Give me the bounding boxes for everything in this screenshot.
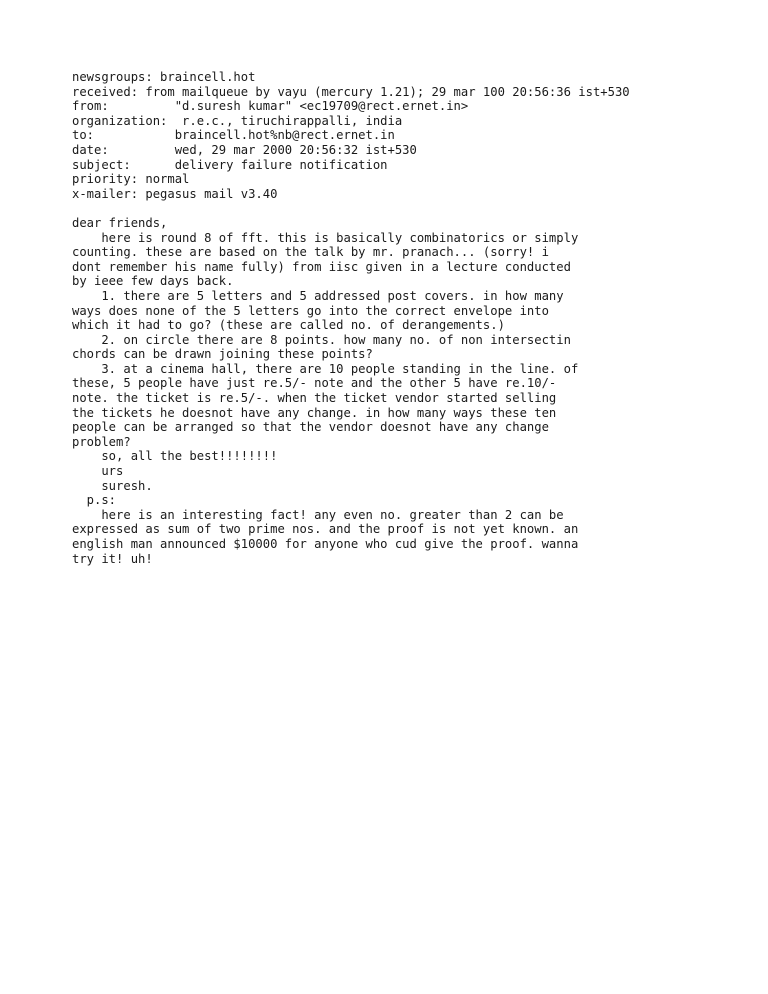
header-newsgroups: newsgroups: braincell.hot <box>72 70 256 84</box>
body-line: by ieee few days back. <box>72 274 234 289</box>
body-line: counting. these are based on the talk by mr. pranach... (sorry! i <box>72 245 549 260</box>
body-line: which it had to go? (these are called no. of derangements.) <box>72 318 505 333</box>
body-line: 1. there are 5 letters and 5 addressed post covers. in how many <box>72 288 564 303</box>
header-organization: organization: r.e.c., tiruchirappalli, india <box>72 113 403 128</box>
body-line: 2. on circle there are 8 points. how many no. of non intersectin <box>72 332 571 347</box>
header-body-separator <box>72 201 752 216</box>
body-line: people can be arranged so that the vendor doesnot have any change <box>72 420 549 435</box>
body-line: expressed as sum of two prime nos. and the proof is not yet known. an <box>72 522 579 537</box>
body-line: here is an interesting fact! any even no. greater than 2 can be <box>72 507 564 522</box>
body-line: urs <box>72 464 124 479</box>
email-headers <box>72 70 752 201</box>
body-line: so, all the best!!!!!!!! <box>72 449 278 464</box>
header-from: from: "d.suresh kumar" <ec19709@rect.ernet.in> <box>72 99 469 114</box>
header-subject: subject: delivery failure notification <box>72 157 388 172</box>
body-line: 3. at a cinema hall, there are 10 people standing in the line. of <box>72 361 579 376</box>
header-date: date: wed, 29 mar 2000 20:56:32 ist+530 <box>72 142 417 157</box>
body-line: ways does none of the 5 letters go into the correct envelope into <box>72 303 549 318</box>
body-line: these, 5 people have just re.5/- note and the other 5 have re.10/- <box>72 376 557 391</box>
header-received: received: from mailqueue by vayu (mercury 1.21); 29 mar 100 20:56:36 ist+530 <box>72 84 630 99</box>
email-document <box>72 70 752 566</box>
body-line: p.s: <box>72 493 117 508</box>
body-line: the tickets he doesnot have any change. in how many ways these ten <box>72 405 557 420</box>
body-line: english man announced $10000 for anyone who cud give the proof. wanna <box>72 537 579 551</box>
header-x-mailer: x-mailer: pegasus mail v3.40 <box>72 186 278 201</box>
header-priority: priority: normal <box>72 172 190 187</box>
body-line: note. the ticket is re.5/-. when the ticket vendor started selling <box>72 391 557 406</box>
body-line: try it! uh! <box>72 551 153 566</box>
body-line: here is round 8 of fft. this is basically combinatorics or simply <box>72 230 579 245</box>
body-line: chords can be drawn joining these points? <box>72 347 373 362</box>
body-line: dear friends, <box>72 215 168 230</box>
email-body <box>72 216 752 566</box>
body-line: suresh. <box>72 478 153 493</box>
body-line: dont remember his name fully) from iisc given in a lecture conducted <box>72 259 571 274</box>
header-to: to: braincell.hot%nb@rect.ernet.in <box>72 128 395 143</box>
body-line: problem? <box>72 434 131 449</box>
